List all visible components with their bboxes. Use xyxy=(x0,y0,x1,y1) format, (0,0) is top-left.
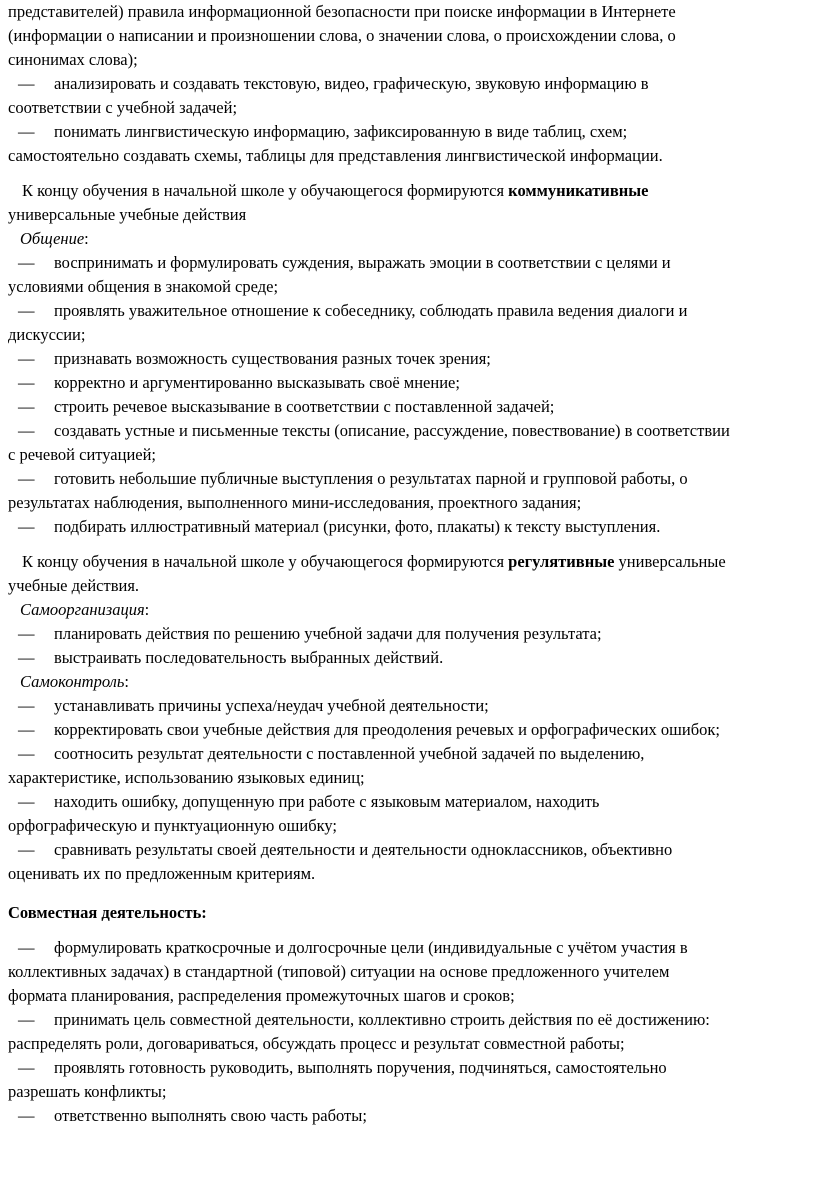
list-item xyxy=(8,1008,808,1032)
dash: — xyxy=(18,720,35,739)
list-item-text: воспринимать и формулировать суждения, выражать эмоции в соответствии с целями и xyxy=(54,253,671,272)
dash: — xyxy=(18,840,35,859)
list-item xyxy=(8,622,808,646)
list-item-text: ответственно выполнять свою часть работы; xyxy=(54,1106,367,1125)
list-item xyxy=(8,299,808,323)
text-line: формата планирования, распределения промежуточных шагов и сроков; xyxy=(8,986,515,1005)
italic-subheading: Самоорганизация xyxy=(20,600,145,619)
list-item-text: готовить небольшие публичные выступления о результатах парной и групповой работы, о xyxy=(54,469,688,488)
dash: — xyxy=(18,74,35,93)
list-item-text: подбирать иллюстративный материал (рисунки, фото, плакаты) к тексту выступления. xyxy=(54,517,661,536)
dash: — xyxy=(18,1106,35,1125)
list-item-text: признавать возможность существования разных точек зрения; xyxy=(54,349,491,368)
list-item xyxy=(8,742,808,766)
text: К концу обучения в начальной школе у обучающегося формируются xyxy=(22,181,509,200)
dash: — xyxy=(18,938,35,957)
text-line: синонимах слова); xyxy=(8,50,138,69)
list-item-text: понимать лингвистическую информацию, зафиксированную в виде таблиц, схем; xyxy=(54,122,628,141)
list-item-text: создавать устные и письменные тексты (описание, рассуждение, повествование) в соответствии xyxy=(54,421,730,440)
subheading-self-control: Самоконтроль: xyxy=(20,672,129,691)
list-item-text: корректировать свои учебные действия для преодоления речевых и орфографических ошибок; xyxy=(54,720,720,739)
text-line: распределять роли, договариваться, обсуждать процесс и результат совместной работы; xyxy=(8,1034,625,1053)
list-item xyxy=(8,718,808,742)
document-page xyxy=(8,0,808,1128)
italic-subheading: Самоконтроль xyxy=(20,672,125,691)
text-line: дискуссии; xyxy=(8,325,86,344)
dash: — xyxy=(18,744,35,763)
text-line: результатах наблюдения, выполненного мини-исследования, проектного задания; xyxy=(8,493,582,512)
text: К концу обучения в начальной школе у обучающегося формируются xyxy=(22,552,509,571)
list-item-text: находить ошибку, допущенную при работе с языковым материалом, находить xyxy=(54,792,600,811)
list-item xyxy=(8,790,808,814)
text-line: представителей) правила информационной безопасности при поиске информации в Интернете xyxy=(8,2,676,21)
list-item xyxy=(8,936,808,960)
text-line: учебные действия. xyxy=(8,576,140,595)
list-item-text: анализировать и создавать текстовую, видео, графическую, звуковую информацию в xyxy=(54,74,649,93)
list-item xyxy=(8,1104,808,1128)
text-line: с речевой ситуацией; xyxy=(8,445,157,464)
list-item xyxy=(8,419,808,443)
dash: — xyxy=(18,301,35,320)
list-item-text: формулировать краткосрочные и долгосрочные цели (индивидуальные с учётом участия в xyxy=(54,938,688,957)
bold-heading: Совместная деятельность: xyxy=(8,903,207,922)
dash: — xyxy=(18,349,35,368)
list-item-text: корректно и аргументированно высказывать своё мнение; xyxy=(54,373,460,392)
dash: — xyxy=(18,253,35,272)
dash: — xyxy=(18,624,35,643)
list-item xyxy=(8,838,808,862)
paragraph-regulatory xyxy=(8,550,808,574)
list-item xyxy=(8,1056,808,1080)
text-line: условиями общения в знакомой среде; xyxy=(8,277,279,296)
dash: — xyxy=(18,122,35,141)
list-item xyxy=(8,694,808,718)
dash: — xyxy=(18,648,35,667)
list-item-text: соотносить результат деятельности с поставленной учебной задачей по выделению, xyxy=(54,744,645,763)
dash: — xyxy=(18,469,35,488)
list-item-text: проявлять уважительное отношение к собеседнику, соблюдать правила ведения диалоги и xyxy=(54,301,688,320)
list-item xyxy=(8,72,808,96)
dash: — xyxy=(18,792,35,811)
text-line: коллективных задачах) в стандартной (типовой) ситуации на основе предложенного учителем xyxy=(8,962,670,981)
dash: — xyxy=(18,1058,35,1077)
list-item-text: строить речевое высказывание в соответствии с поставленной задачей; xyxy=(54,397,555,416)
list-item-text: планировать действия по решению учебной задачи для получения результата; xyxy=(54,624,602,643)
list-item-text: выстраивать последовательность выбранных действий. xyxy=(54,648,444,667)
dash: — xyxy=(18,397,35,416)
text-line: универсальные учебные действия xyxy=(8,205,247,224)
text-line: разрешать конфликты; xyxy=(8,1082,167,1101)
list-item xyxy=(8,120,808,144)
dash: — xyxy=(18,696,35,715)
list-item xyxy=(8,347,808,371)
dash: — xyxy=(18,1010,35,1029)
text: универсальные xyxy=(614,552,726,571)
bold-term: коммуникативные xyxy=(508,181,649,200)
subheading-communication: Общение: xyxy=(20,229,89,248)
list-item xyxy=(8,251,808,275)
text-line: соответствии с учебной задачей; xyxy=(8,98,238,117)
text-line: характеристике, использованию языковых единиц; xyxy=(8,768,365,787)
list-item xyxy=(8,646,808,670)
text-line: оценивать их по предложенным критериям. xyxy=(8,864,316,883)
list-item-text: устанавливать причины успеха/неудач учебной деятельности; xyxy=(54,696,489,715)
dash: — xyxy=(18,517,35,536)
bold-term: регулятивные xyxy=(508,552,615,571)
text-line: (информации о написании и произношении слова, о значении слова, о происхождении слова, о xyxy=(8,26,676,45)
subheading-self-organization: Самоорганизация: xyxy=(20,600,150,619)
list-item xyxy=(8,515,808,539)
paragraph-communicative xyxy=(8,179,808,203)
text-line: самостоятельно создавать схемы, таблицы для представления лингвистической информации. xyxy=(8,146,663,165)
list-item xyxy=(8,395,808,419)
italic-subheading: Общение xyxy=(20,229,85,248)
dash: — xyxy=(18,421,35,440)
list-item-text: проявлять готовность руководить, выполнять поручения, подчиняться, самостоятельно xyxy=(54,1058,667,1077)
section-heading xyxy=(8,901,808,925)
list-item xyxy=(8,371,808,395)
list-item-text: сравнивать результаты своей деятельности и деятельности одноклассников, объективно xyxy=(54,840,673,859)
list-item-text: принимать цель совместной деятельности, коллективно строить действия по её достижению: xyxy=(54,1010,710,1029)
dash: — xyxy=(18,373,35,392)
text-line: орфографическую и пунктуационную ошибку; xyxy=(8,816,338,835)
list-item xyxy=(8,467,808,491)
